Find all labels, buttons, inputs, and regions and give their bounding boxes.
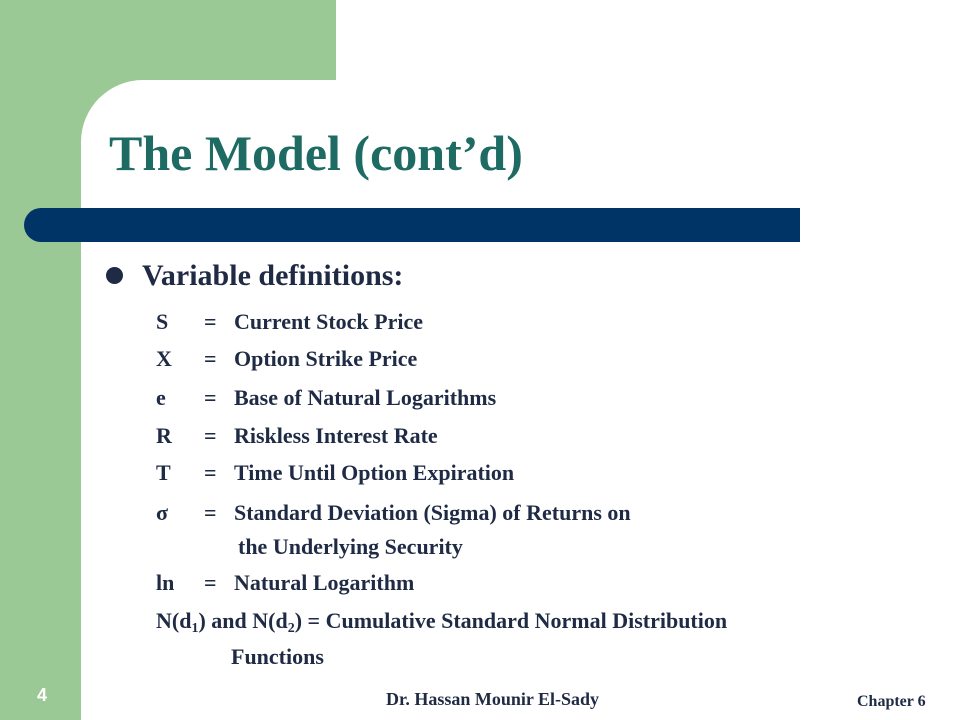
- equals-sign: =: [204, 500, 217, 525]
- definition-text: Base of Natural Logarithms: [234, 385, 497, 410]
- footer-chapter: Chapter 6: [857, 693, 926, 710]
- nd-subscript-1: 1: [191, 621, 199, 636]
- title-underline-bar: [24, 208, 800, 242]
- equals-sign: =: [204, 346, 217, 371]
- definition-text: Option Strike Price: [234, 346, 418, 371]
- equals-sign: =: [204, 460, 217, 485]
- definition-symbol: X: [156, 346, 172, 371]
- footer-author: Dr. Hassan Mounir El-Sady: [386, 689, 600, 709]
- bullet-dot-icon: [106, 267, 123, 284]
- definition-text: Riskless Interest Rate: [234, 423, 438, 448]
- definition-continuation: the Underlying Security: [238, 534, 463, 559]
- definition-text: Current Stock Price: [234, 309, 423, 334]
- definition-symbol: S: [156, 309, 169, 334]
- definition-row: [156, 385, 496, 411]
- definition-symbol: σ: [156, 500, 168, 525]
- equals-sign: =: [204, 385, 217, 410]
- definition-row: [156, 346, 417, 372]
- definition-symbol: T: [156, 460, 171, 485]
- definition-row: [156, 570, 414, 596]
- nd-subscript-2: 2: [287, 621, 295, 636]
- equals-sign: =: [204, 309, 217, 334]
- definition-row: [156, 500, 631, 526]
- nd-term-part1: N(d: [156, 608, 192, 633]
- definition-text: Time Until Option Expiration: [234, 460, 515, 485]
- definition-row: [156, 309, 423, 335]
- definition-text: Natural Logarithm: [234, 570, 415, 595]
- definition-row: [156, 460, 514, 486]
- bullet-heading: Variable definitions:: [142, 259, 404, 292]
- definition-symbol: ln: [156, 570, 175, 595]
- equals-sign: =: [204, 423, 217, 448]
- slide-title: The Model (cont’d): [109, 125, 523, 181]
- nd-term-part2: ) and N(d: [198, 608, 288, 633]
- definition-text: Standard Deviation (Sigma) of Returns on: [234, 500, 631, 525]
- nd-term-part3: ) =: [294, 608, 326, 633]
- slide-number: 4: [37, 685, 48, 705]
- nd-definition-text: Cumulative Standard Normal Distribution: [325, 608, 728, 633]
- definition-row: [156, 423, 438, 449]
- equals-sign: =: [204, 570, 217, 595]
- normal-distribution-row: [156, 608, 727, 638]
- definition-symbol: R: [156, 423, 172, 448]
- definition-symbol: e: [156, 385, 166, 410]
- nd-continuation: Functions: [231, 644, 324, 669]
